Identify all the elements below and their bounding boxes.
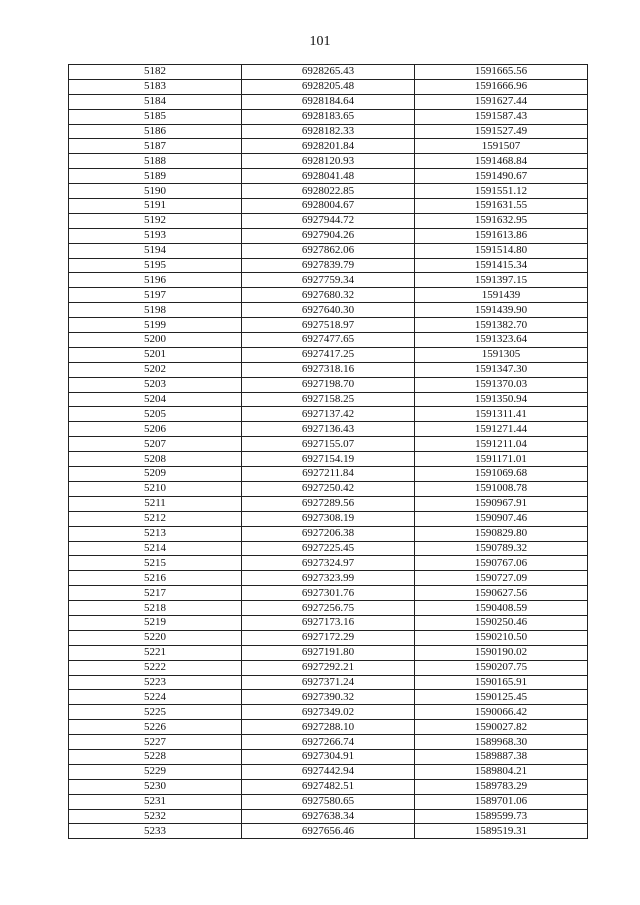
- x-coordinate-cell: 6928120.93: [242, 154, 415, 169]
- x-coordinate-cell: 6928205.48: [242, 79, 415, 94]
- y-coordinate-cell: 1591350.94: [415, 392, 588, 407]
- table-row: [69, 526, 588, 541]
- y-coordinate-cell: 1589887.38: [415, 749, 588, 764]
- point-number-cell: 5220: [69, 630, 242, 645]
- table-row: [69, 481, 588, 496]
- y-coordinate-cell: 1590789.32: [415, 541, 588, 556]
- x-coordinate-cell: 6927304.91: [242, 749, 415, 764]
- y-coordinate-cell: 1590907.46: [415, 511, 588, 526]
- table-row: [69, 303, 588, 318]
- y-coordinate-cell: 1591631.55: [415, 199, 588, 214]
- point-number-cell: 5233: [69, 824, 242, 839]
- y-coordinate-cell: 1589804.21: [415, 764, 588, 779]
- point-number-cell: 5205: [69, 407, 242, 422]
- y-coordinate-cell: 1591627.44: [415, 94, 588, 109]
- x-coordinate-cell: 6927417.25: [242, 347, 415, 362]
- point-number-cell: 5215: [69, 556, 242, 571]
- y-coordinate-cell: 1590210.50: [415, 630, 588, 645]
- y-coordinate-cell: 1590829.80: [415, 526, 588, 541]
- table-row: [69, 273, 588, 288]
- x-coordinate-cell: 6927206.38: [242, 526, 415, 541]
- table-row: [69, 184, 588, 199]
- point-number-cell: 5191: [69, 199, 242, 214]
- y-coordinate-cell: 1590250.46: [415, 615, 588, 630]
- table-row: [69, 139, 588, 154]
- table-row: [69, 690, 588, 705]
- y-coordinate-cell: 1590767.06: [415, 556, 588, 571]
- table-row: [69, 541, 588, 556]
- point-number-cell: 5182: [69, 65, 242, 80]
- y-coordinate-cell: 1590967.91: [415, 496, 588, 511]
- y-coordinate-cell: 1589783.29: [415, 779, 588, 794]
- y-coordinate-cell: 1591468.84: [415, 154, 588, 169]
- table-row: [69, 764, 588, 779]
- table-row: [69, 154, 588, 169]
- x-coordinate-cell: 6927136.43: [242, 422, 415, 437]
- table-row: [69, 720, 588, 735]
- table-row: [69, 749, 588, 764]
- table-row: [69, 511, 588, 526]
- x-coordinate-cell: 6927518.97: [242, 318, 415, 333]
- y-coordinate-cell: 1591415.34: [415, 258, 588, 273]
- table-row: [69, 94, 588, 109]
- table-row: [69, 258, 588, 273]
- table-row: [69, 496, 588, 511]
- y-coordinate-cell: 1591666.96: [415, 79, 588, 94]
- point-number-cell: 5201: [69, 347, 242, 362]
- point-number-cell: 5217: [69, 586, 242, 601]
- point-number-cell: 5189: [69, 169, 242, 184]
- y-coordinate-cell: 1590727.09: [415, 571, 588, 586]
- table-row: [69, 65, 588, 80]
- x-coordinate-cell: 6927580.65: [242, 794, 415, 809]
- point-number-cell: 5209: [69, 467, 242, 482]
- x-coordinate-cell: 6927638.34: [242, 809, 415, 824]
- table-row: [69, 824, 588, 839]
- x-coordinate-cell: 6927323.99: [242, 571, 415, 586]
- x-coordinate-cell: 6927680.32: [242, 288, 415, 303]
- x-coordinate-cell: 6927371.24: [242, 675, 415, 690]
- y-coordinate-cell: 1591397.15: [415, 273, 588, 288]
- table-row: [69, 601, 588, 616]
- point-number-cell: 5199: [69, 318, 242, 333]
- point-number-cell: 5206: [69, 422, 242, 437]
- table-row: [69, 377, 588, 392]
- point-number-cell: 5229: [69, 764, 242, 779]
- table-row: [69, 645, 588, 660]
- table-row: [69, 213, 588, 228]
- table-row: [69, 169, 588, 184]
- x-coordinate-cell: 6927301.76: [242, 586, 415, 601]
- table-row: [69, 362, 588, 377]
- x-coordinate-cell: 6927862.06: [242, 243, 415, 258]
- x-coordinate-cell: 6927482.51: [242, 779, 415, 794]
- y-coordinate-cell: 1590027.82: [415, 720, 588, 735]
- y-coordinate-cell: 1591271.44: [415, 422, 588, 437]
- table-row: [69, 779, 588, 794]
- point-number-cell: 5225: [69, 705, 242, 720]
- point-number-cell: 5204: [69, 392, 242, 407]
- x-coordinate-cell: 6927442.94: [242, 764, 415, 779]
- x-coordinate-cell: 6927477.65: [242, 333, 415, 348]
- y-coordinate-cell: 1591613.86: [415, 228, 588, 243]
- y-coordinate-cell: 1591490.67: [415, 169, 588, 184]
- table-row: [69, 109, 588, 124]
- table-row: [69, 392, 588, 407]
- x-coordinate-cell: 6927390.32: [242, 690, 415, 705]
- y-coordinate-cell: 1591587.43: [415, 109, 588, 124]
- y-coordinate-cell: 1591439: [415, 288, 588, 303]
- point-number-cell: 5187: [69, 139, 242, 154]
- point-number-cell: 5194: [69, 243, 242, 258]
- y-coordinate-cell: 1590207.75: [415, 660, 588, 675]
- coordinates-table-body: [69, 65, 588, 839]
- point-number-cell: 5184: [69, 94, 242, 109]
- table-row: [69, 586, 588, 601]
- y-coordinate-cell: 1591382.70: [415, 318, 588, 333]
- x-coordinate-cell: 6927318.16: [242, 362, 415, 377]
- point-number-cell: 5207: [69, 437, 242, 452]
- point-number-cell: 5221: [69, 645, 242, 660]
- x-coordinate-cell: 6927256.75: [242, 601, 415, 616]
- table-row: [69, 243, 588, 258]
- y-coordinate-cell: 1591211.04: [415, 437, 588, 452]
- x-coordinate-cell: 6927250.42: [242, 481, 415, 496]
- point-number-cell: 5192: [69, 213, 242, 228]
- y-coordinate-cell: 1591171.01: [415, 452, 588, 467]
- x-coordinate-cell: 6928182.33: [242, 124, 415, 139]
- point-number-cell: 5212: [69, 511, 242, 526]
- point-number-cell: 5186: [69, 124, 242, 139]
- table-row: [69, 452, 588, 467]
- x-coordinate-cell: 6927640.30: [242, 303, 415, 318]
- point-number-cell: 5232: [69, 809, 242, 824]
- y-coordinate-cell: 1591439.90: [415, 303, 588, 318]
- table-row: [69, 333, 588, 348]
- y-coordinate-cell: 1591347.30: [415, 362, 588, 377]
- table-row: [69, 288, 588, 303]
- point-number-cell: 5196: [69, 273, 242, 288]
- y-coordinate-cell: 1590190.02: [415, 645, 588, 660]
- point-number-cell: 5214: [69, 541, 242, 556]
- point-number-cell: 5223: [69, 675, 242, 690]
- y-coordinate-cell: 1590165.91: [415, 675, 588, 690]
- point-number-cell: 5195: [69, 258, 242, 273]
- point-number-cell: 5198: [69, 303, 242, 318]
- table-row: [69, 437, 588, 452]
- y-coordinate-cell: 1590627.56: [415, 586, 588, 601]
- point-number-cell: 5231: [69, 794, 242, 809]
- table-row: [69, 794, 588, 809]
- point-number-cell: 5183: [69, 79, 242, 94]
- x-coordinate-cell: 6928184.64: [242, 94, 415, 109]
- y-coordinate-cell: 1591305: [415, 347, 588, 362]
- y-coordinate-cell: 1591507: [415, 139, 588, 154]
- point-number-cell: 5203: [69, 377, 242, 392]
- table-row: [69, 660, 588, 675]
- point-number-cell: 5226: [69, 720, 242, 735]
- y-coordinate-cell: 1589968.30: [415, 735, 588, 750]
- x-coordinate-cell: 6927349.02: [242, 705, 415, 720]
- y-coordinate-cell: 1590066.42: [415, 705, 588, 720]
- y-coordinate-cell: 1591370.03: [415, 377, 588, 392]
- x-coordinate-cell: 6927211.84: [242, 467, 415, 482]
- coordinates-table: [68, 64, 588, 839]
- x-coordinate-cell: 6927289.56: [242, 496, 415, 511]
- point-number-cell: 5188: [69, 154, 242, 169]
- y-coordinate-cell: 1591665.56: [415, 65, 588, 80]
- x-coordinate-cell: 6928004.67: [242, 199, 415, 214]
- table-row: [69, 422, 588, 437]
- point-number-cell: 5213: [69, 526, 242, 541]
- point-number-cell: 5218: [69, 601, 242, 616]
- x-coordinate-cell: 6927292.21: [242, 660, 415, 675]
- y-coordinate-cell: 1591069.68: [415, 467, 588, 482]
- x-coordinate-cell: 6927172.29: [242, 630, 415, 645]
- point-number-cell: 5197: [69, 288, 242, 303]
- x-coordinate-cell: 6928183.65: [242, 109, 415, 124]
- y-coordinate-cell: 1591323.64: [415, 333, 588, 348]
- point-number-cell: 5193: [69, 228, 242, 243]
- x-coordinate-cell: 6927198.70: [242, 377, 415, 392]
- x-coordinate-cell: 6927759.34: [242, 273, 415, 288]
- y-coordinate-cell: 1591527.49: [415, 124, 588, 139]
- point-number-cell: 5216: [69, 571, 242, 586]
- point-number-cell: 5222: [69, 660, 242, 675]
- table-row: [69, 571, 588, 586]
- x-coordinate-cell: 6927173.16: [242, 615, 415, 630]
- point-number-cell: 5202: [69, 362, 242, 377]
- point-number-cell: 5210: [69, 481, 242, 496]
- y-coordinate-cell: 1591632.95: [415, 213, 588, 228]
- x-coordinate-cell: 6927266.74: [242, 735, 415, 750]
- y-coordinate-cell: 1589701.06: [415, 794, 588, 809]
- point-number-cell: 5219: [69, 615, 242, 630]
- x-coordinate-cell: 6928041.48: [242, 169, 415, 184]
- table-row: [69, 556, 588, 571]
- point-number-cell: 5224: [69, 690, 242, 705]
- table-row: [69, 467, 588, 482]
- table-row: [69, 735, 588, 750]
- table-row: [69, 228, 588, 243]
- table-row: [69, 79, 588, 94]
- table-row: [69, 705, 588, 720]
- x-coordinate-cell: 6927904.26: [242, 228, 415, 243]
- x-coordinate-cell: 6927137.42: [242, 407, 415, 422]
- x-coordinate-cell: 6927324.97: [242, 556, 415, 571]
- page-number: 101: [309, 34, 331, 49]
- table-row: [69, 675, 588, 690]
- table-row: [69, 124, 588, 139]
- table-row: [69, 809, 588, 824]
- x-coordinate-cell: 6927191.80: [242, 645, 415, 660]
- point-number-cell: 5190: [69, 184, 242, 199]
- table-row: [69, 615, 588, 630]
- y-coordinate-cell: 1591514.80: [415, 243, 588, 258]
- y-coordinate-cell: 1590125.45: [415, 690, 588, 705]
- y-coordinate-cell: 1590408.59: [415, 601, 588, 616]
- point-number-cell: 5185: [69, 109, 242, 124]
- x-coordinate-cell: 6927839.79: [242, 258, 415, 273]
- table-row: [69, 347, 588, 362]
- point-number-cell: 5211: [69, 496, 242, 511]
- x-coordinate-cell: 6928022.85: [242, 184, 415, 199]
- y-coordinate-cell: 1591311.41: [415, 407, 588, 422]
- x-coordinate-cell: 6928265.43: [242, 65, 415, 80]
- table-row: [69, 318, 588, 333]
- table-row: [69, 199, 588, 214]
- x-coordinate-cell: 6927308.19: [242, 511, 415, 526]
- y-coordinate-cell: 1591008.78: [415, 481, 588, 496]
- x-coordinate-cell: 6928201.84: [242, 139, 415, 154]
- table-row: [69, 630, 588, 645]
- point-number-cell: 5200: [69, 333, 242, 348]
- y-coordinate-cell: 1591551.12: [415, 184, 588, 199]
- point-number-cell: 5230: [69, 779, 242, 794]
- x-coordinate-cell: 6927944.72: [242, 213, 415, 228]
- y-coordinate-cell: 1589519.31: [415, 824, 588, 839]
- table-row: [69, 407, 588, 422]
- y-coordinate-cell: 1589599.73: [415, 809, 588, 824]
- x-coordinate-cell: 6927158.25: [242, 392, 415, 407]
- x-coordinate-cell: 6927288.10: [242, 720, 415, 735]
- x-coordinate-cell: 6927225.45: [242, 541, 415, 556]
- point-number-cell: 5228: [69, 749, 242, 764]
- point-number-cell: 5208: [69, 452, 242, 467]
- x-coordinate-cell: 6927656.46: [242, 824, 415, 839]
- x-coordinate-cell: 6927155.07: [242, 437, 415, 452]
- x-coordinate-cell: 6927154.19: [242, 452, 415, 467]
- point-number-cell: 5227: [69, 735, 242, 750]
